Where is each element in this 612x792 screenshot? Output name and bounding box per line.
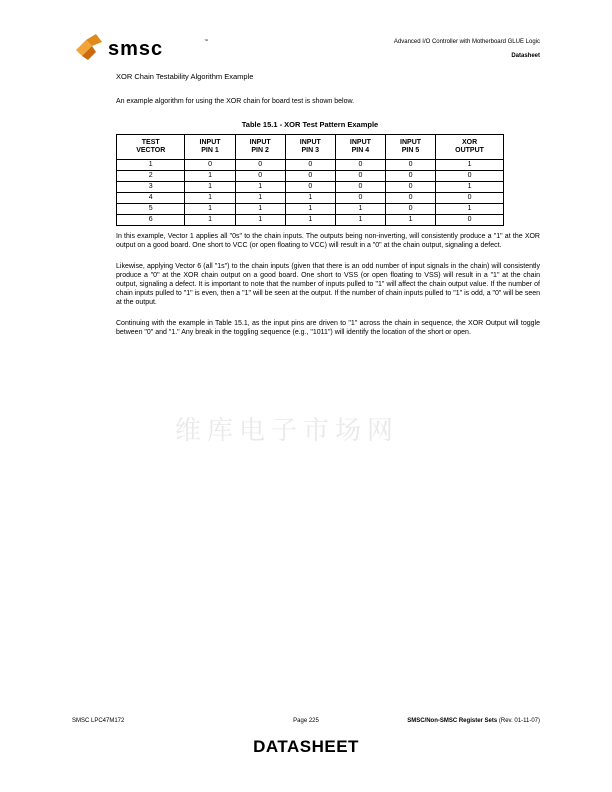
table-row bbox=[117, 171, 504, 182]
header-input-pin-2: INPUT PIN 2 bbox=[235, 135, 285, 160]
table-cell: 0 bbox=[335, 182, 385, 193]
table-cell: 4 bbox=[117, 193, 185, 204]
table-cell: 1 bbox=[335, 204, 385, 215]
table-row bbox=[117, 193, 504, 204]
footer-revision: (Rev. 01-11-07) bbox=[497, 718, 540, 724]
paragraph-toggle-sequence: Continuing with the example in Table 15.1, as the input pins are driven to "1" across the chain in sequence, the XOR Output will toggle between "0" and "1." Any break in the toggling sequence (e.g., "1011") will identify the location of the short or open. bbox=[116, 320, 540, 336]
footer-page-number: Page 225 bbox=[293, 718, 319, 724]
table-cell: 0 bbox=[285, 171, 335, 182]
table-cell: 0 bbox=[436, 193, 504, 204]
document-header bbox=[394, 35, 540, 63]
table-cell: 1 bbox=[235, 204, 285, 215]
table-cell: 1 bbox=[117, 160, 185, 171]
table-cell: 1 bbox=[235, 182, 285, 193]
table-cell: 1 bbox=[185, 204, 235, 215]
table-cell: 5 bbox=[117, 204, 185, 215]
header-input-pin-4: INPUT PIN 4 bbox=[335, 135, 385, 160]
table-cell: 1 bbox=[185, 193, 235, 204]
paragraph-vector-6: Likewise, applying Vector 6 (all "1s") to the chain inputs (given that there is an odd number of input signals in the chain) will consistently produce a "0" at the XOR chain output on a good board. One short to VSS (or open floating to VSS) will result in a "1" at the chain output, signaling a defect. It is important to note that the number of inputs pulled to "1" will affect the chain output value. If the number of chain inputs pulled to "1" is even, then a "1" will be seen at the output. If the number of chain inputs pulled to "1" is odd, a "0" will be seen at the output. bbox=[116, 263, 540, 306]
footer-section-title: SMSC/Non-SMSC Register Sets bbox=[407, 718, 498, 724]
table-cell: 1 bbox=[335, 215, 385, 226]
watermark: 维库电子市场网 bbox=[175, 416, 400, 446]
smsc-logo bbox=[74, 34, 224, 62]
table-row bbox=[117, 215, 504, 226]
table-cell: 0 bbox=[285, 160, 335, 171]
table-cell: 0 bbox=[436, 171, 504, 182]
table-cell: 0 bbox=[385, 171, 435, 182]
table-cell: 0 bbox=[235, 160, 285, 171]
table-cell: 0 bbox=[235, 171, 285, 182]
table-cell: 1 bbox=[436, 204, 504, 215]
table-cell: 1 bbox=[436, 182, 504, 193]
table-cell: 0 bbox=[385, 204, 435, 215]
table-cell: 3 bbox=[117, 182, 185, 193]
table-cell: 2 bbox=[117, 171, 185, 182]
table-caption: Table 15.1 - XOR Test Pattern Example bbox=[241, 120, 379, 129]
header-input-pin-1: INPUT PIN 1 bbox=[185, 135, 235, 160]
section-intro: An example algorithm for using the XOR chain for board test is shown below. bbox=[116, 98, 355, 105]
xor-test-pattern-table bbox=[116, 134, 504, 226]
table-cell: 0 bbox=[436, 215, 504, 226]
paragraph-vector-1: In this example, Vector 1 applies all "0s" to the chain inputs. The outputs being non-inverting, will consistently produce a "1" at the XOR output on a good board. One short to VCC (or open floating to VCC) will result in a "0" at the chain output, signaling a defect. bbox=[116, 233, 540, 249]
table-cell: 1 bbox=[285, 215, 335, 226]
footer-section bbox=[407, 718, 540, 724]
header-input-pin-5: INPUT PIN 5 bbox=[385, 135, 435, 160]
header-xor-output: XOR OUTPUT bbox=[436, 135, 504, 160]
table-cell: 0 bbox=[385, 182, 435, 193]
footer-document-id: SMSC LPC47M172 bbox=[72, 718, 125, 724]
datasheet-banner: DATASHEET bbox=[253, 737, 359, 756]
table-cell: 0 bbox=[385, 160, 435, 171]
table-row bbox=[117, 160, 504, 171]
table-cell: 1 bbox=[235, 215, 285, 226]
table-cell: 1 bbox=[185, 171, 235, 182]
table-row bbox=[117, 204, 504, 215]
table-cell: 0 bbox=[335, 193, 385, 204]
table-cell: 0 bbox=[185, 160, 235, 171]
header-test-vector: TEST VECTOR bbox=[117, 135, 185, 160]
table-cell: 1 bbox=[436, 160, 504, 171]
table-cell: 1 bbox=[185, 215, 235, 226]
svg-text:smsc: smsc bbox=[108, 38, 164, 60]
header-input-pin-3: INPUT PIN 3 bbox=[285, 135, 335, 160]
table-cell: 1 bbox=[285, 193, 335, 204]
table-cell: 0 bbox=[285, 182, 335, 193]
table-cell: 6 bbox=[117, 215, 185, 226]
document-subtitle: Advanced I/O Controller with Motherboard GLUE Logic bbox=[393, 39, 540, 45]
table-cell: 0 bbox=[385, 193, 435, 204]
section-title: XOR Chain Testability Algorithm Example bbox=[116, 72, 254, 81]
table-cell: 1 bbox=[235, 193, 285, 204]
svg-text:™: ™ bbox=[204, 38, 208, 43]
table-cell: 0 bbox=[335, 171, 385, 182]
table-cell: 0 bbox=[335, 160, 385, 171]
table-cell: 1 bbox=[385, 215, 435, 226]
table-cell: 1 bbox=[285, 204, 335, 215]
table-header-row bbox=[117, 135, 504, 160]
document-label: Datasheet bbox=[511, 53, 540, 59]
table-cell: 1 bbox=[185, 182, 235, 193]
main-content bbox=[116, 72, 540, 337]
table-row bbox=[117, 182, 504, 193]
